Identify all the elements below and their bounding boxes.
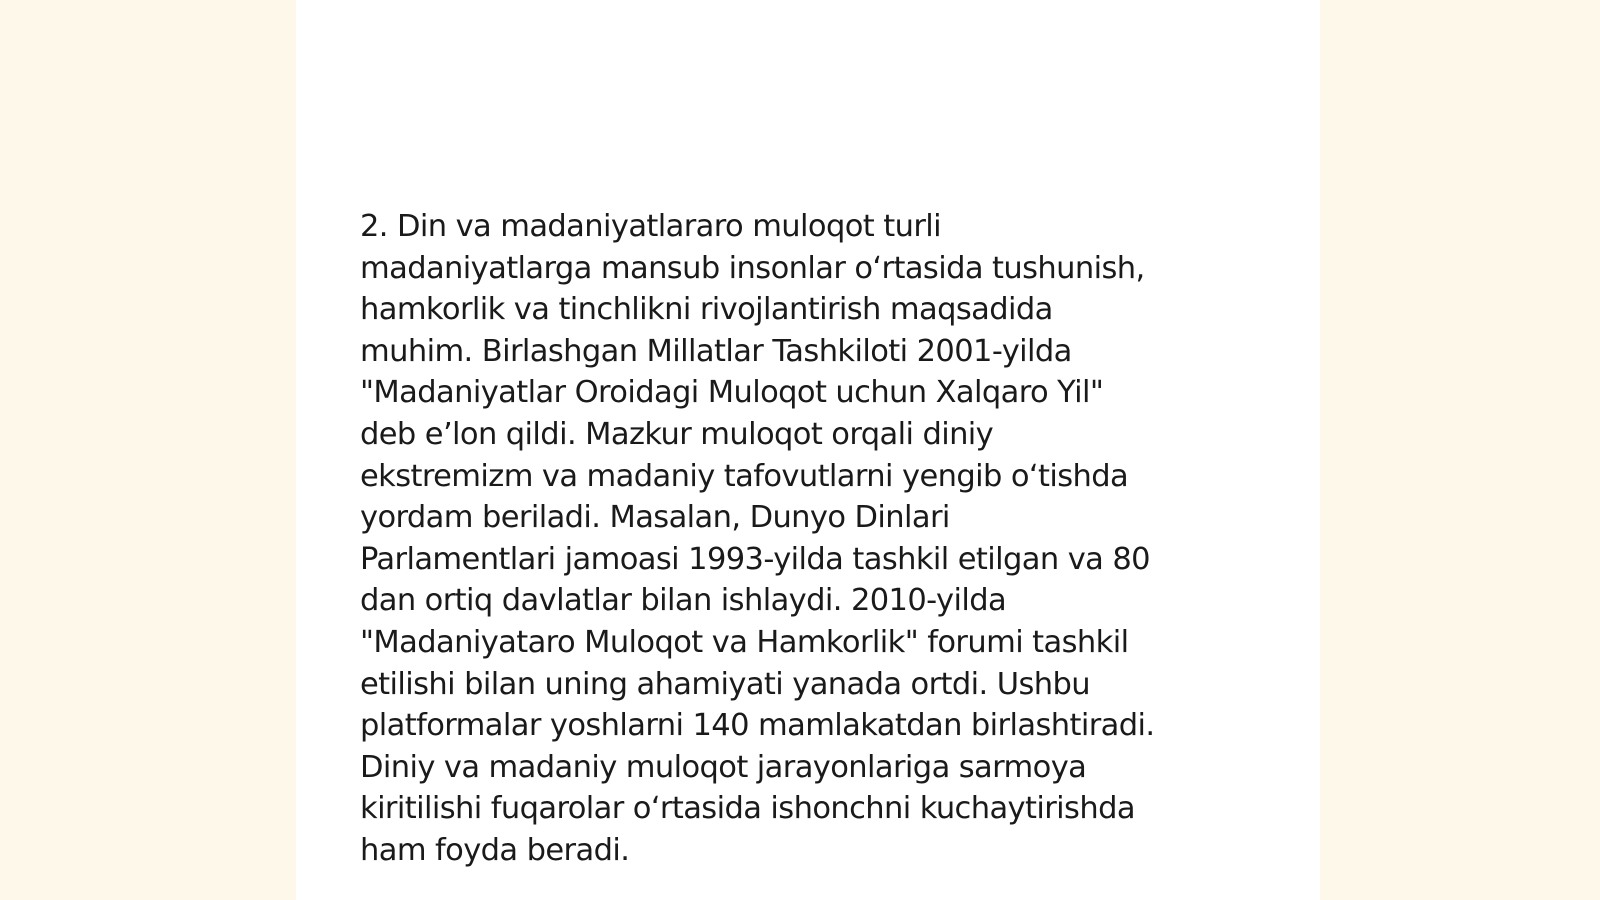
text-line: ekstremizm va madaniy tafovutlarni yengib o‘tishda: [360, 458, 1129, 494]
text-line: 2. Din va madaniyatlararo muloqot turli: [360, 209, 942, 244]
text-line: platformalar yoshlarni 140 mamlakatdan birlashtiradi.: [360, 708, 1155, 744]
text-line: ham foyda beradi.: [360, 832, 630, 868]
text-line: "Madaniyatlar Oroidagi Muloqot uchun Xalqaro Yil": [360, 375, 1104, 411]
text-line: etilishi bilan uning ahamiyati yanada ortdi. Ushbu: [360, 666, 1090, 702]
text-line: yordam beriladi. Masalan, Dunyo Dinlari: [360, 500, 950, 536]
text-line: muhim. Birlashgan Millatlar Tashkiloti 2001-yilda: [360, 333, 1072, 369]
text-line: Parlamentlari jamoasi 1993-yilda tashkil etilgan va 80: [360, 541, 1150, 577]
document-page: [296, 0, 1320, 900]
text-line: Diniy va madaniy muloqot jarayonlariga sarmoya: [360, 749, 1087, 785]
text-line: dan ortiq davlatlar bilan ishlaydi. 2010-yilda: [360, 583, 1007, 619]
paragraph-text: [360, 206, 1260, 872]
text-line: hamkorlik va tinchlikni rivojlantirish maqsadida: [360, 292, 1053, 328]
text-line: deb e’lon qildi. Mazkur muloqot orqali diniy: [360, 416, 994, 452]
text-line: madaniyatlarga mansub insonlar o‘rtasida tushunish,: [360, 250, 1145, 286]
text-line: "Madaniyataro Muloqot va Hamkorlik" forumi tashkil: [360, 624, 1129, 660]
text-line: kiritilishi fuqarolar o‘rtasida ishonchni kuchaytirishda: [360, 791, 1135, 827]
